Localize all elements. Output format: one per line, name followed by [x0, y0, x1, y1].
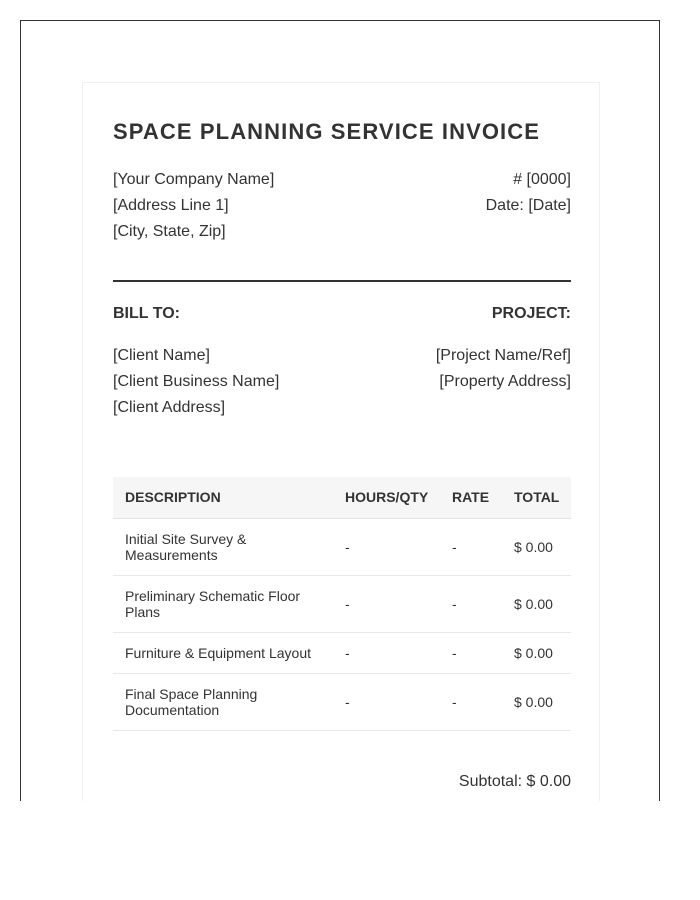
client-name: [Client Name]	[113, 347, 210, 364]
table-header-row	[113, 477, 571, 518]
invoice-sheet	[82, 82, 600, 801]
row-description: Furniture & Equipment Layout	[113, 632, 336, 673]
row-rate: -	[443, 518, 505, 575]
row-hours-qty: -	[336, 518, 443, 575]
row-rate: -	[443, 632, 505, 673]
row-description: Final Space Planning Documentation	[113, 673, 336, 730]
row-total: $ 0.00	[505, 518, 571, 575]
project-info	[436, 343, 571, 395]
project-heading: PROJECT:	[491, 305, 571, 322]
column-header-description: DESCRIPTION	[113, 477, 336, 518]
row-hours-qty: -	[336, 575, 443, 632]
table-row	[113, 518, 571, 575]
project-property-address: [Property Address]	[439, 373, 571, 390]
row-total: $ 0.00	[505, 673, 571, 730]
bill-to-heading: BILL TO:	[113, 305, 180, 322]
document-frame	[20, 20, 660, 801]
client-address: [Client Address]	[113, 399, 226, 416]
table-row	[113, 673, 571, 730]
invoice-meta	[486, 167, 571, 219]
line-items-table	[113, 477, 571, 731]
company-address-line-1: [Address Line 1]	[113, 197, 229, 214]
table-row	[113, 632, 571, 673]
company-name: [Your Company Name]	[113, 171, 275, 188]
row-description: Preliminary Schematic Floor Plans	[113, 575, 336, 632]
row-hours-qty: -	[336, 632, 443, 673]
row-hours-qty: -	[336, 673, 443, 730]
row-description: Initial Site Survey & Measurements	[113, 518, 336, 575]
table-row	[113, 575, 571, 632]
bill-to-info	[113, 343, 279, 421]
invoice-number: # [0000]	[513, 171, 571, 188]
row-rate: -	[443, 575, 505, 632]
row-total: $ 0.00	[505, 632, 571, 673]
invoice-title: SPACE PLANNING SERVICE INVOICE	[113, 119, 541, 144]
column-header-rate: RATE	[443, 477, 505, 518]
column-header-total: TOTAL	[505, 477, 571, 518]
invoice-date: Date: [Date]	[485, 197, 571, 214]
client-business-name: [Client Business Name]	[113, 373, 280, 390]
project-name-ref: [Project Name/Ref]	[435, 347, 571, 364]
company-info	[113, 167, 274, 245]
company-city-state-zip: [City, State, Zip]	[113, 223, 226, 240]
row-rate: -	[443, 673, 505, 730]
header-divider	[113, 280, 571, 282]
column-header-hours-qty: HOURS/QTY	[336, 477, 443, 518]
subtotal: Subtotal: $ 0.00	[458, 773, 571, 790]
row-total: $ 0.00	[505, 575, 571, 632]
